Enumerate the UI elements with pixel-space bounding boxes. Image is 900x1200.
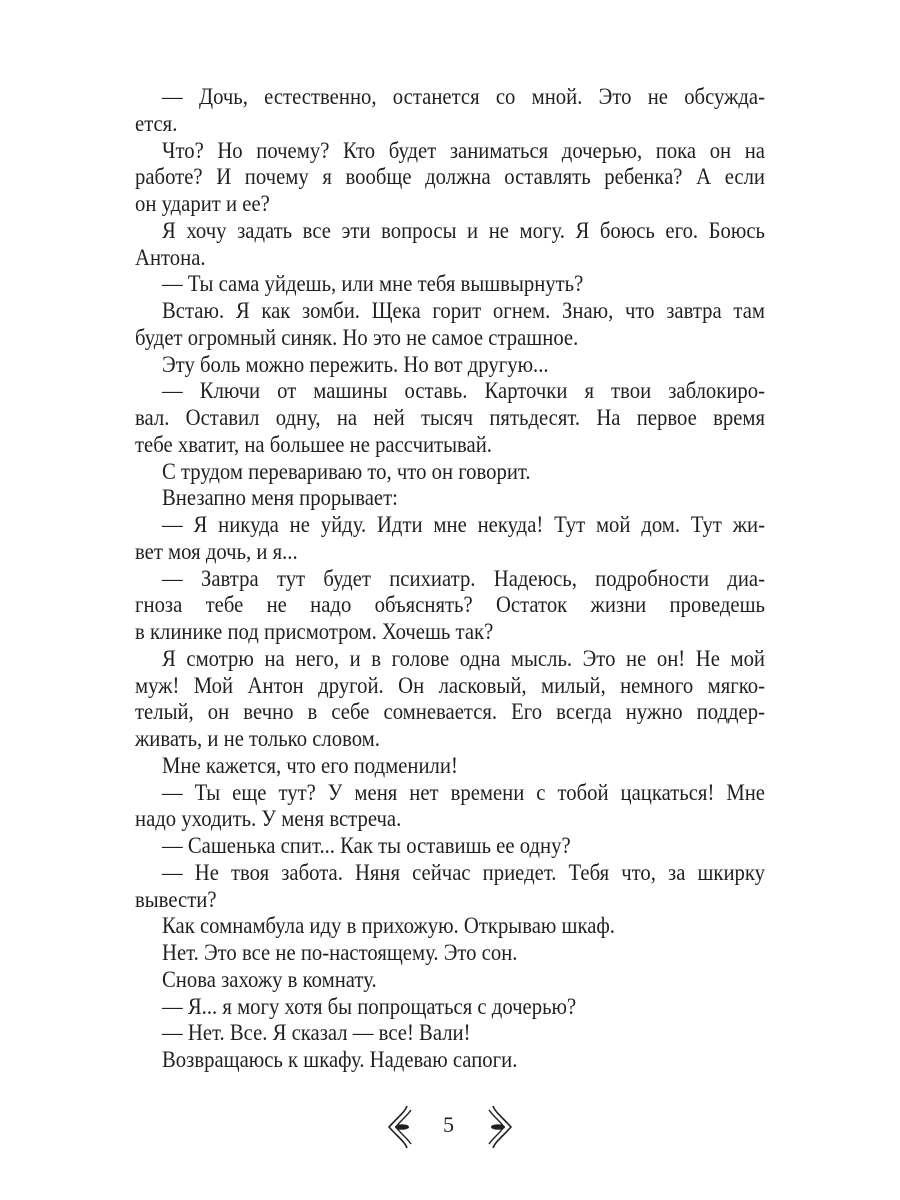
text-line: Нет. Это все не по-настоящему. Это сон.: [162, 940, 518, 965]
text-line: — Ты еще тут? У меня нет времени с тобой цацкаться! Мне: [162, 779, 765, 805]
text-line: — Ты сама уйдешь, или мне тебя вышвырнуть?: [162, 271, 584, 297]
left-ornament-icon: [385, 1104, 419, 1150]
text-line: — Нет. Все. Я сказал — все! Вали!: [162, 1020, 471, 1046]
text-line: С трудом перевариваю то, что он говорит.: [162, 458, 531, 484]
text-line: вал. Оставил одну, на ней тысяч пятьдесят. На первое время: [135, 405, 765, 430]
text-line: Возвращаюсь к шкафу. Надеваю сапоги.: [162, 1047, 518, 1072]
text-line: — Я никуда не уйду. Идти мне некуда! Тут мой дом. Тут жи-: [162, 512, 765, 537]
text-line: будет огромный синяк. Но это не самое страшное.: [135, 324, 579, 350]
page-footer: [0, 1104, 900, 1154]
text-line: Как сомнамбула иду в прихожую. Открываю шкаф.: [162, 913, 615, 939]
text-line: — Завтра тут будет психиатр. Надеюсь, подробности диа-: [162, 565, 765, 591]
text-line: тебе хватит, на большее не рассчитывай.: [135, 431, 492, 457]
text-line: Антона.: [135, 244, 206, 270]
text-line: — Дочь, естественно, останется со мной. Это не обсужда-: [162, 84, 765, 109]
text-line: Эту боль можно пережить. Но вот другую...: [162, 351, 549, 377]
text-line: ется.: [135, 110, 178, 136]
body-text: [135, 84, 765, 1074]
page-number: 5: [443, 1112, 454, 1137]
text-line: Внезапно меня прорывает:: [162, 485, 398, 511]
text-line: телый, он вечно в себе сомневается. Его всегда нужно поддер-: [135, 699, 765, 725]
text-line: Встаю. Я как зомби. Щека горит огнем. Знаю, что завтра там: [162, 298, 765, 323]
text-line: — Сашенька спит... Как ты оставишь ее одну?: [162, 833, 571, 858]
text-line: гноза тебе не надо объяснять? Остаток жизни проведешь: [135, 592, 765, 618]
text-line: вет моя дочь, и я...: [135, 538, 298, 564]
text-line: Я смотрю на него, и в голове одна мысль. Это не он! Не мой: [162, 645, 765, 671]
right-ornament-icon: [481, 1104, 515, 1150]
text-line: вывести?: [135, 886, 217, 912]
text-line: — Не твоя забота. Няня сейчас приедет. Тебя что, за шкирку: [162, 859, 765, 885]
text-line: Мне кажется, что его подменили!: [162, 752, 458, 778]
text-line: Я хочу задать все эти вопросы и не могу. Я боюсь его. Боюсь: [162, 217, 765, 243]
text-line: — Я... я могу хотя бы попрощаться с дочерью?: [162, 993, 577, 1019]
text-line: в клинике под присмотром. Хочешь так?: [135, 619, 494, 644]
text-line: живать, и не только словом.: [135, 726, 380, 751]
text-line: надо уходить. У меня встреча.: [135, 806, 402, 832]
text-line: муж! Мой Антон другой. Он ласковый, милый, немного мягко-: [135, 672, 765, 698]
text-line: работе? И почему я вообще должна оставлять ребенка? А если: [135, 164, 765, 190]
text-line: Что? Но почему? Кто будет заниматься дочерью, пока он на: [162, 137, 765, 163]
text-line: Снова захожу в комнату.: [162, 966, 377, 992]
text-line: он ударит и ее?: [135, 191, 270, 216]
text-line: — Ключи от машины оставь. Карточки я твои заблокиро-: [162, 378, 765, 404]
